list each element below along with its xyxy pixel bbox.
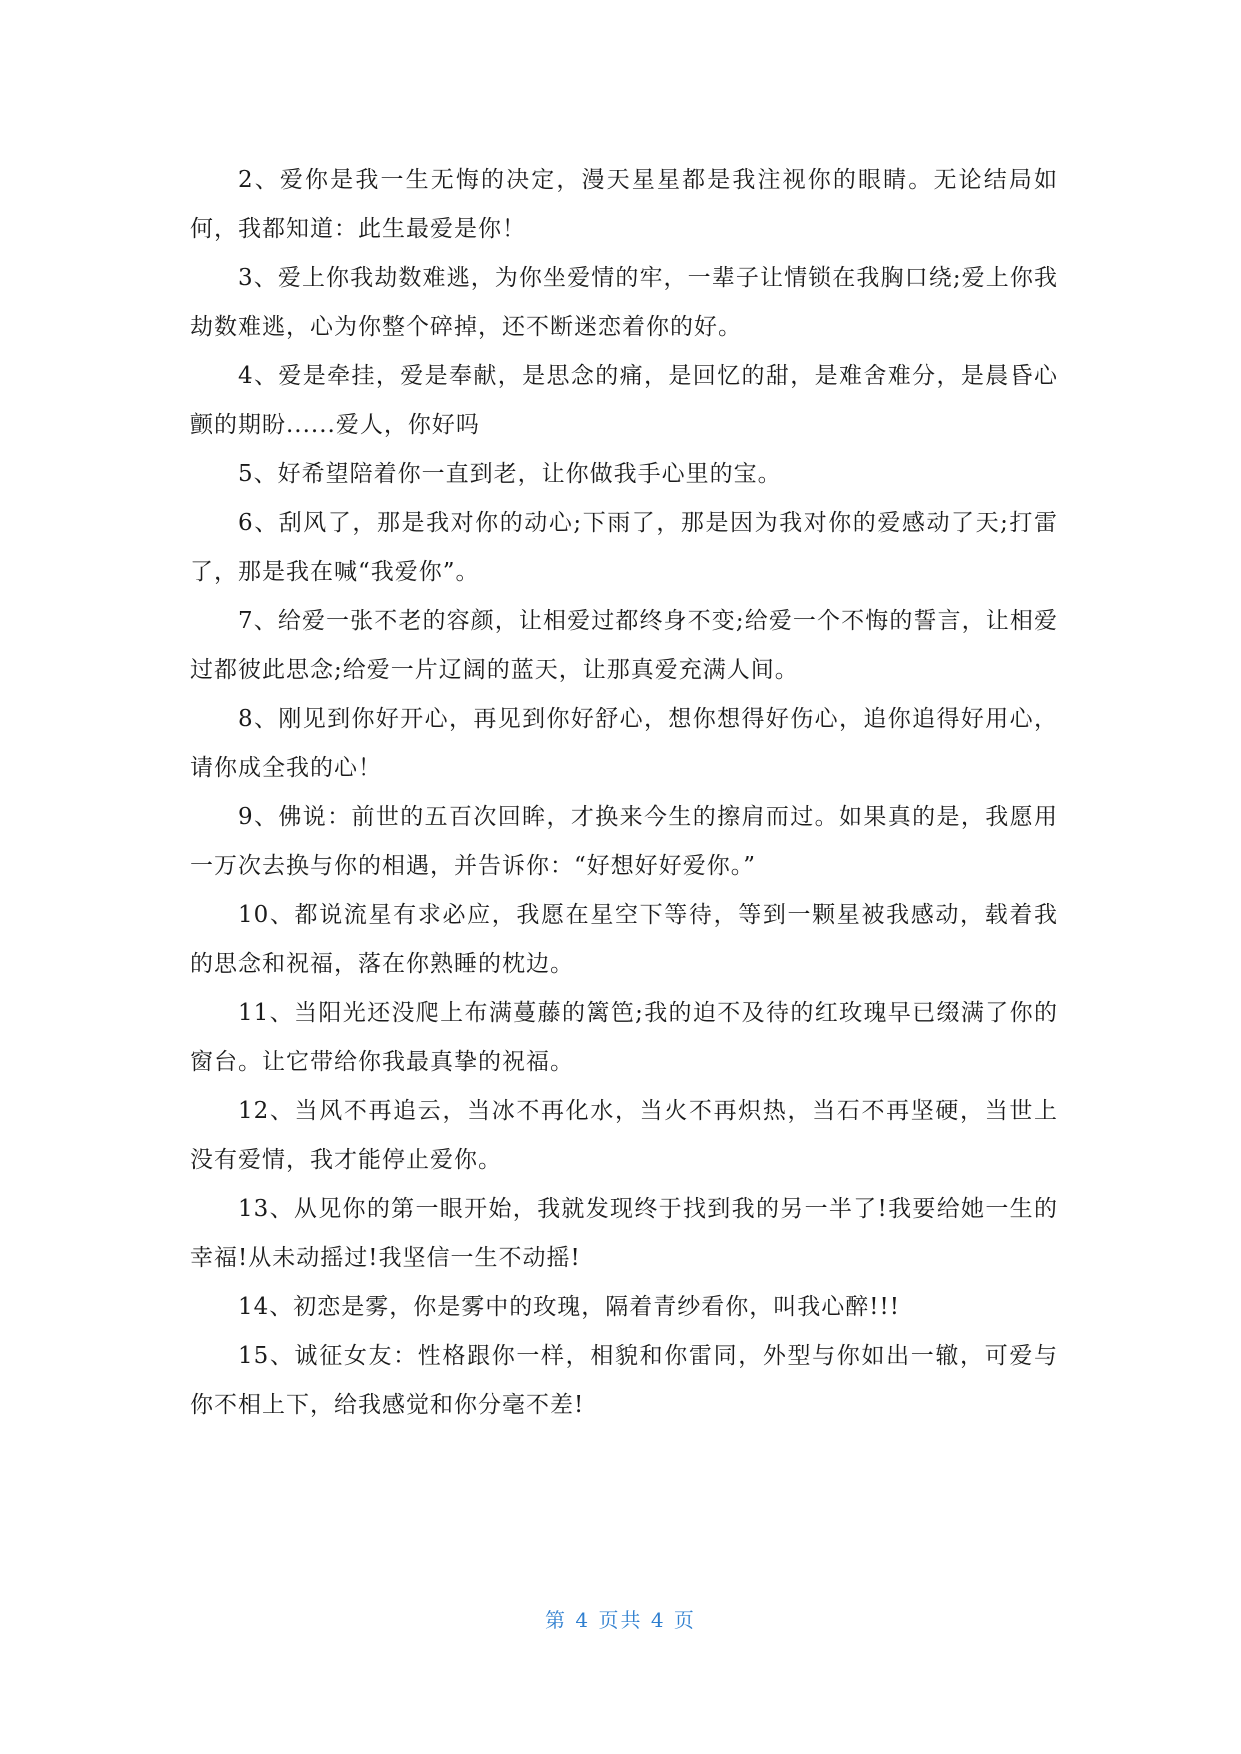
paragraph-7: 7、给爱一张不老的容颜，让相爱过都终身不变;给爱一个不悔的誓言，让相爱过都彼此思念;给爱一片辽阔的蓝天，让那真爱充满人间。 [190, 608, 1058, 683]
paragraph-13: 13、从见你的第一眼开始，我就发现终于找到我的另一半了!我要给她一生的幸福!从未动摇过!我坚信一生不动摇! [190, 1196, 1058, 1271]
paragraph-15: 15、诚征女友：性格跟你一样，相貌和你雷同，外型与你如出一辙，可爱与你不相上下，给我感觉和你分毫不差! [190, 1343, 1058, 1418]
paragraph-12: 12、当风不再追云，当冰不再化水，当火不再炽热，当石不再坚硬，当世上没有爱情，我才能停止爱你。 [190, 1098, 1058, 1173]
paragraph-8: 8、刚见到你好开心，再见到你好舒心，想你想得好伤心，追你追得好用心，请你成全我的心！ [190, 706, 1058, 781]
paragraph-4: 4、爱是牵挂，爱是奉献，是思念的痛，是回忆的甜，是难舍难分，是晨昏心颤的期盼......爱人，你好吗 [190, 363, 1058, 438]
paragraph-11: 11、当阳光还没爬上布满蔓藤的篱笆;我的迫不及待的红玫瑰早已缀满了你的窗台。让它带给你我最真挚的祝福。 [190, 1000, 1058, 1075]
document-body [190, 156, 1058, 1430]
page-number-footer: 第 4 页共 4 页 [545, 1608, 696, 1632]
paragraph-5: 5、好希望陪着你一直到老，让你做我手心里的宝。 [238, 461, 782, 487]
paragraph-3: 3、爱上你我劫数难逃，为你坐爱情的牢，一辈子让情锁在我胸口绕;爱上你我劫数难逃，心为你整个碎掉，还不断迷恋着你的好。 [190, 265, 1058, 340]
paragraph-14: 14、初恋是雾，你是雾中的玫瑰，隔着青纱看你，叫我心醉!!! [238, 1294, 900, 1320]
paragraph-9: 9、佛说：前世的五百次回眸，才换来今生的擦肩而过。如果真的是，我愿用一万次去换与你的相遇，并告诉你：“好想好好爱你。” [190, 804, 1058, 879]
paragraph-2: 2、爱你是我一生无悔的决定，漫天星星都是我注视你的眼睛。无论结局如何，我都知道：此生最爱是你！ [190, 167, 1058, 242]
paragraph-6: 6、刮风了，那是我对你的动心;下雨了，那是因为我对你的爱感动了天;打雷了，那是我在喊“我爱你”。 [190, 510, 1058, 585]
paragraph-10: 10、都说流星有求必应，我愿在星空下等待，等到一颗星被我感动，载着我的思念和祝福，落在你熟睡的枕边。 [190, 902, 1058, 977]
